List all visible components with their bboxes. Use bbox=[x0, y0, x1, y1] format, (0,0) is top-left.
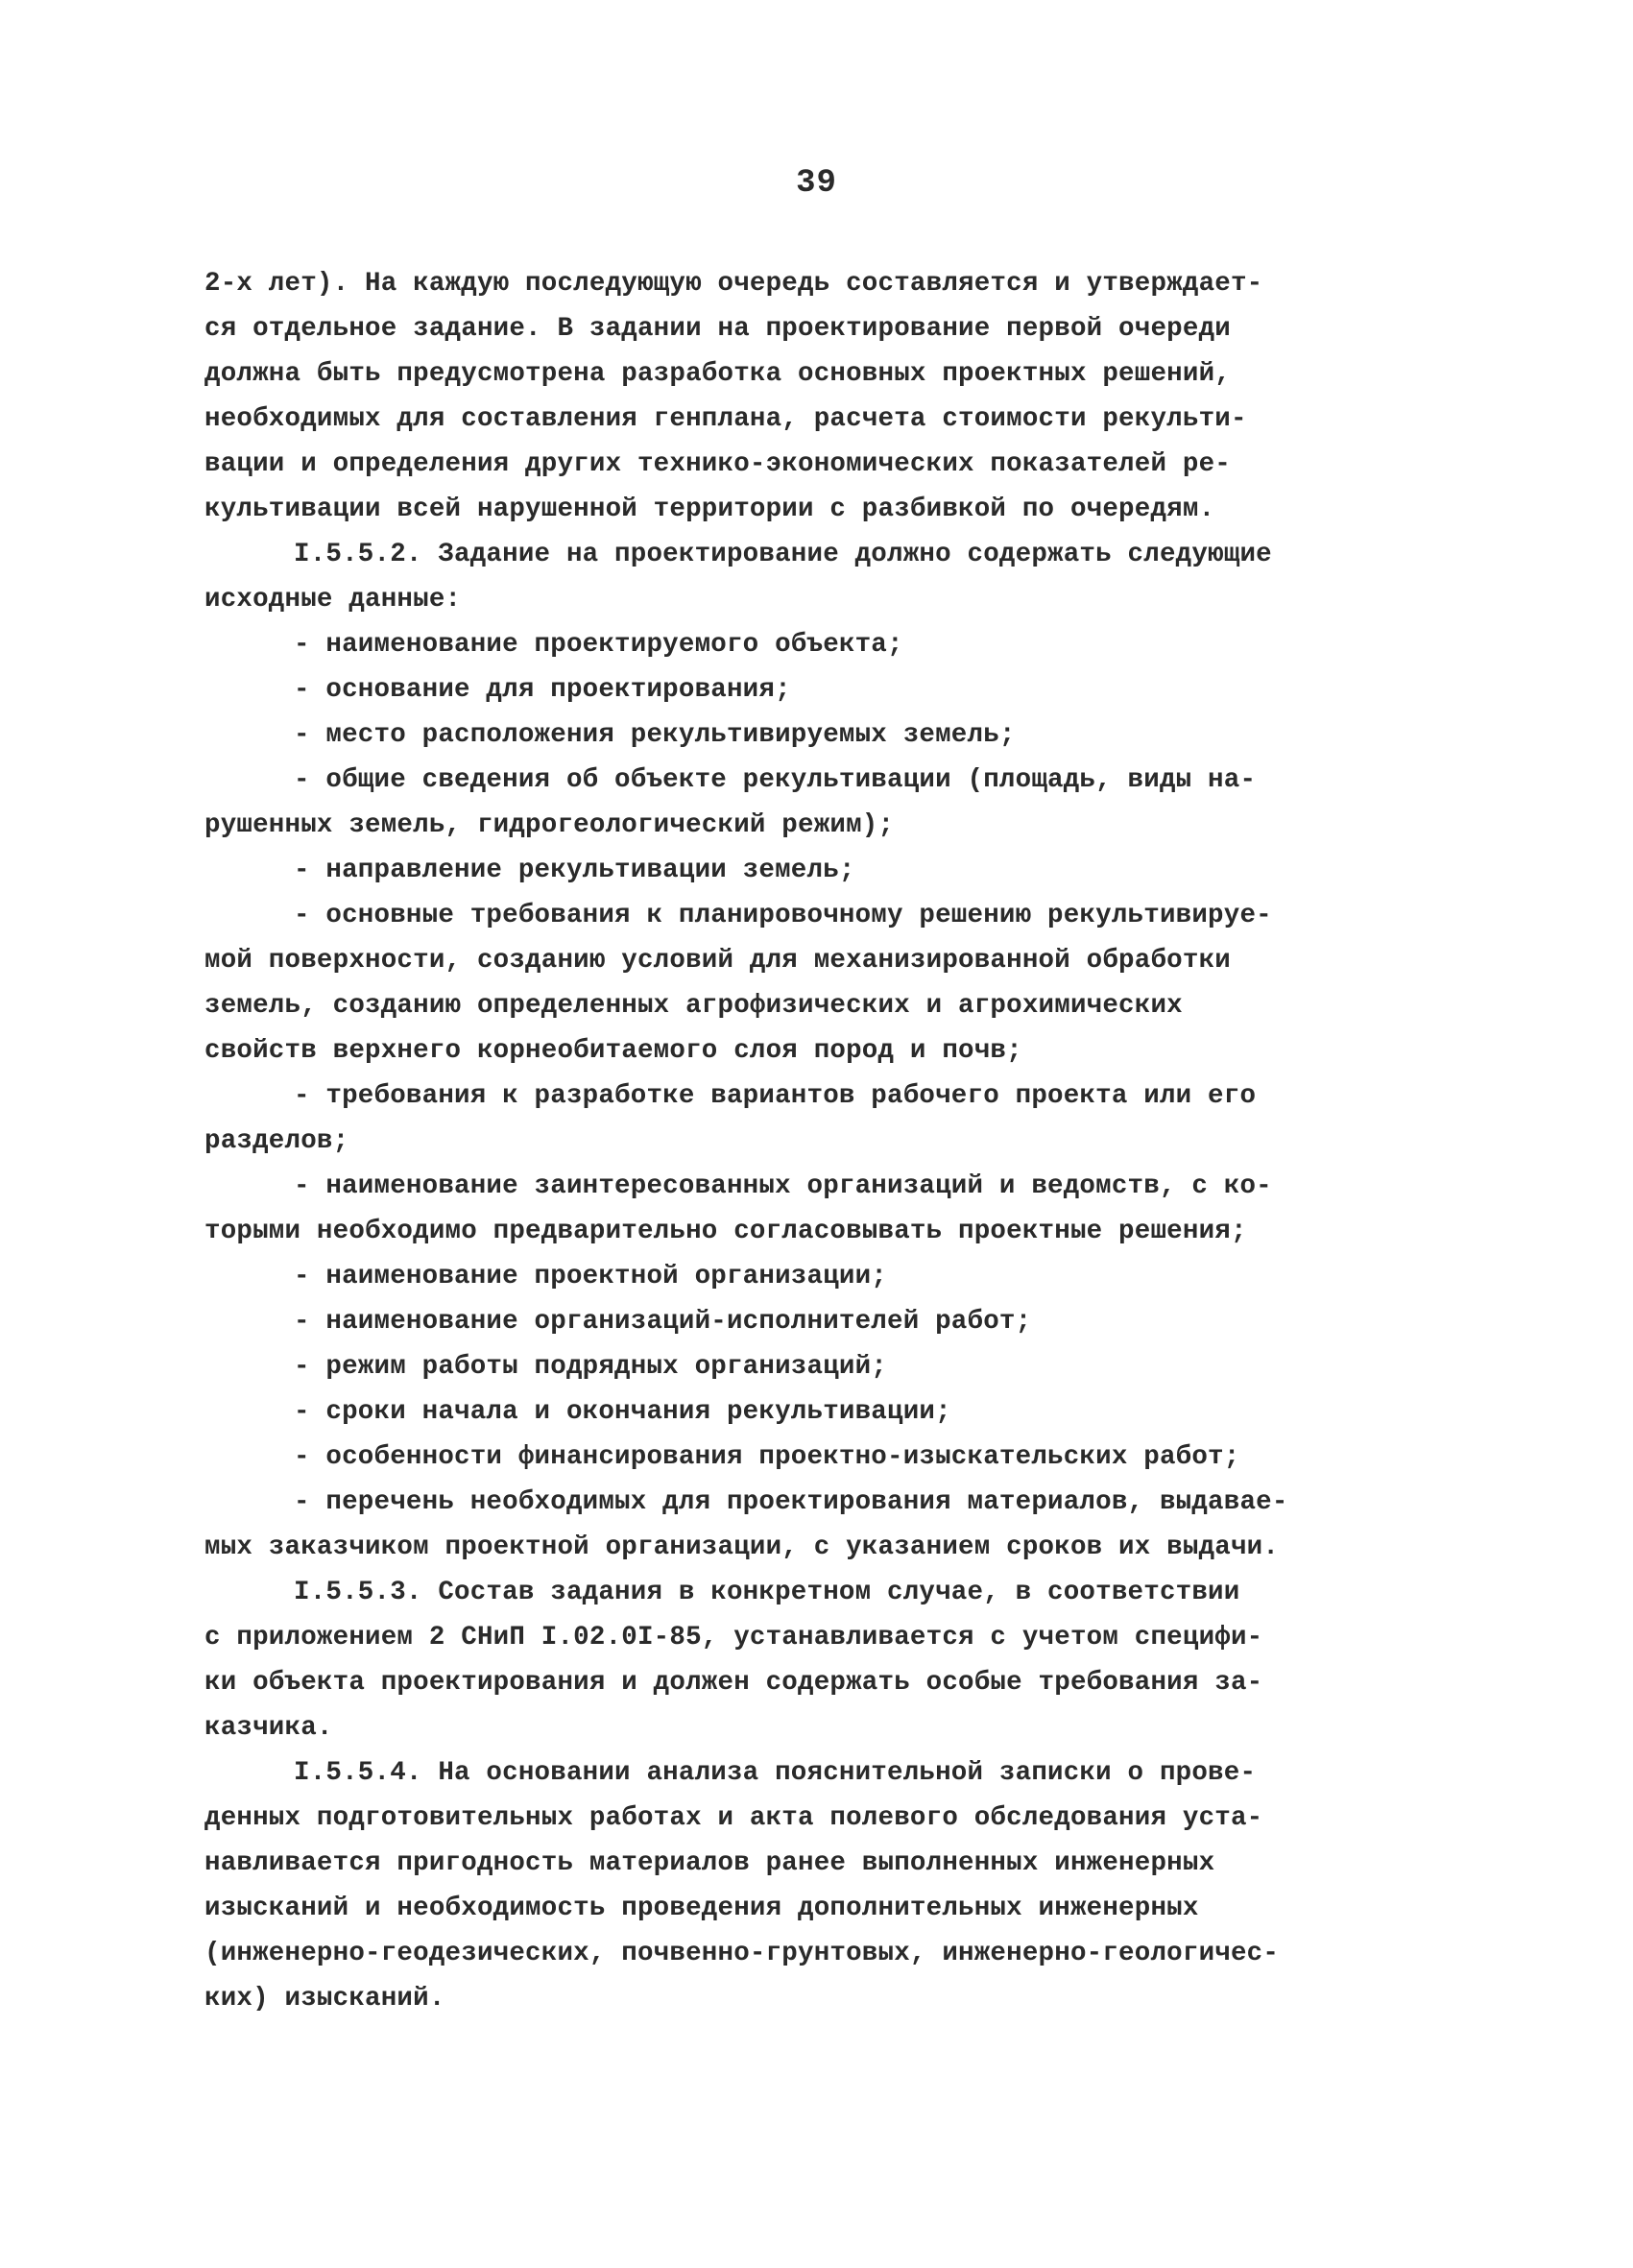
text-line: мых заказчиком проектной организации, с указанием сроков их выдачи. bbox=[204, 1532, 1280, 1562]
text-line: должна быть предусмотрена разработка основных проектных решений, bbox=[204, 359, 1231, 389]
text-line: - сроки начала и окончания рекультивации; bbox=[294, 1397, 951, 1427]
text-line: ся отдельное задание. В задании на проектирование первой очереди bbox=[204, 314, 1231, 344]
text-line: - общие сведения об объекте рекультивации (площадь, виды на- bbox=[294, 765, 1257, 795]
text-line: - наименование заинтересованных организаций и ведомств, с ко- bbox=[294, 1171, 1272, 1201]
text-line: мой поверхности, созданию условий для механизированной обработки bbox=[204, 946, 1231, 976]
text-line: вации и определения других технико-экономических показателей ре- bbox=[204, 449, 1231, 479]
text-line: - основные требования к планировочному решению рекультивируе- bbox=[294, 901, 1272, 930]
text-line: казчика. bbox=[204, 1713, 333, 1743]
text-line: 2-х лет). На каждую последующую очередь составляется и утверждает- bbox=[204, 269, 1263, 299]
text-line: разделов; bbox=[204, 1126, 349, 1156]
text-line: ки объекта проектирования и должен содержать особые требования за- bbox=[204, 1668, 1263, 1698]
text-line: ких) изысканий. bbox=[204, 1984, 445, 2014]
text-line: - особенности финансирования проектно-изыскательских работ; bbox=[294, 1442, 1240, 1472]
text-line: - наименование проектной организации; bbox=[294, 1262, 887, 1291]
page-number: 39 bbox=[796, 165, 837, 202]
text-line: навливается пригодность материалов ранее выполненных инженерных bbox=[204, 1848, 1215, 1878]
text-line: I.5.5.3. Состав задания в конкретном случае, в соответствии bbox=[294, 1578, 1240, 1607]
text-line: - наименование организаций-исполнителей работ; bbox=[294, 1307, 1032, 1337]
text-line: I.5.5.2. Задание на проектирование должно содержать следующие bbox=[294, 540, 1272, 569]
text-line: I.5.5.4. На основании анализа пояснительной записки о прове- bbox=[294, 1758, 1257, 1788]
text-line: - место расположения рекультивируемых земель; bbox=[294, 720, 1016, 750]
text-line: рушенных земель, гидрогеологический режим); bbox=[204, 810, 895, 840]
text-line: - режим работы подрядных организаций; bbox=[294, 1352, 887, 1382]
text-line: свойств верхнего корнеобитаемого слоя пород и почв; bbox=[204, 1036, 1022, 1066]
text-line: - требования к разработке вариантов рабочего проекта или его bbox=[294, 1081, 1257, 1111]
text-line: - наименование проектируемого объекта; bbox=[294, 630, 903, 660]
text-line: изысканий и необходимость проведения дополнительных инженерных bbox=[204, 1894, 1199, 1923]
text-line: торыми необходимо предварительно согласовывать проектные решения; bbox=[204, 1217, 1247, 1246]
text-line: денных подготовительных работах и акта полевого обследования уста- bbox=[204, 1803, 1263, 1833]
text-line: необходимых для составления генплана, расчета стоимости рекульти- bbox=[204, 404, 1247, 434]
text-line: - направление рекультивации земель; bbox=[294, 856, 855, 885]
text-line: (инженерно-геодезических, почвенно-грунтовых, инженерно-геологичес- bbox=[204, 1939, 1280, 1968]
text-line: исходные данные: bbox=[204, 585, 462, 615]
text-line: земель, созданию определенных агрофизических и агрохимических bbox=[204, 991, 1183, 1021]
text-line: - перечень необходимых для проектирования материалов, выдавае- bbox=[294, 1487, 1288, 1517]
text-line: - основание для проектирования; bbox=[294, 675, 791, 705]
text-line: с приложением 2 СНиП I.02.0I-85, устанавливается с учетом специфи- bbox=[204, 1623, 1263, 1653]
text-line: культивации всей нарушенной территории с разбивкой по очередям. bbox=[204, 495, 1215, 524]
